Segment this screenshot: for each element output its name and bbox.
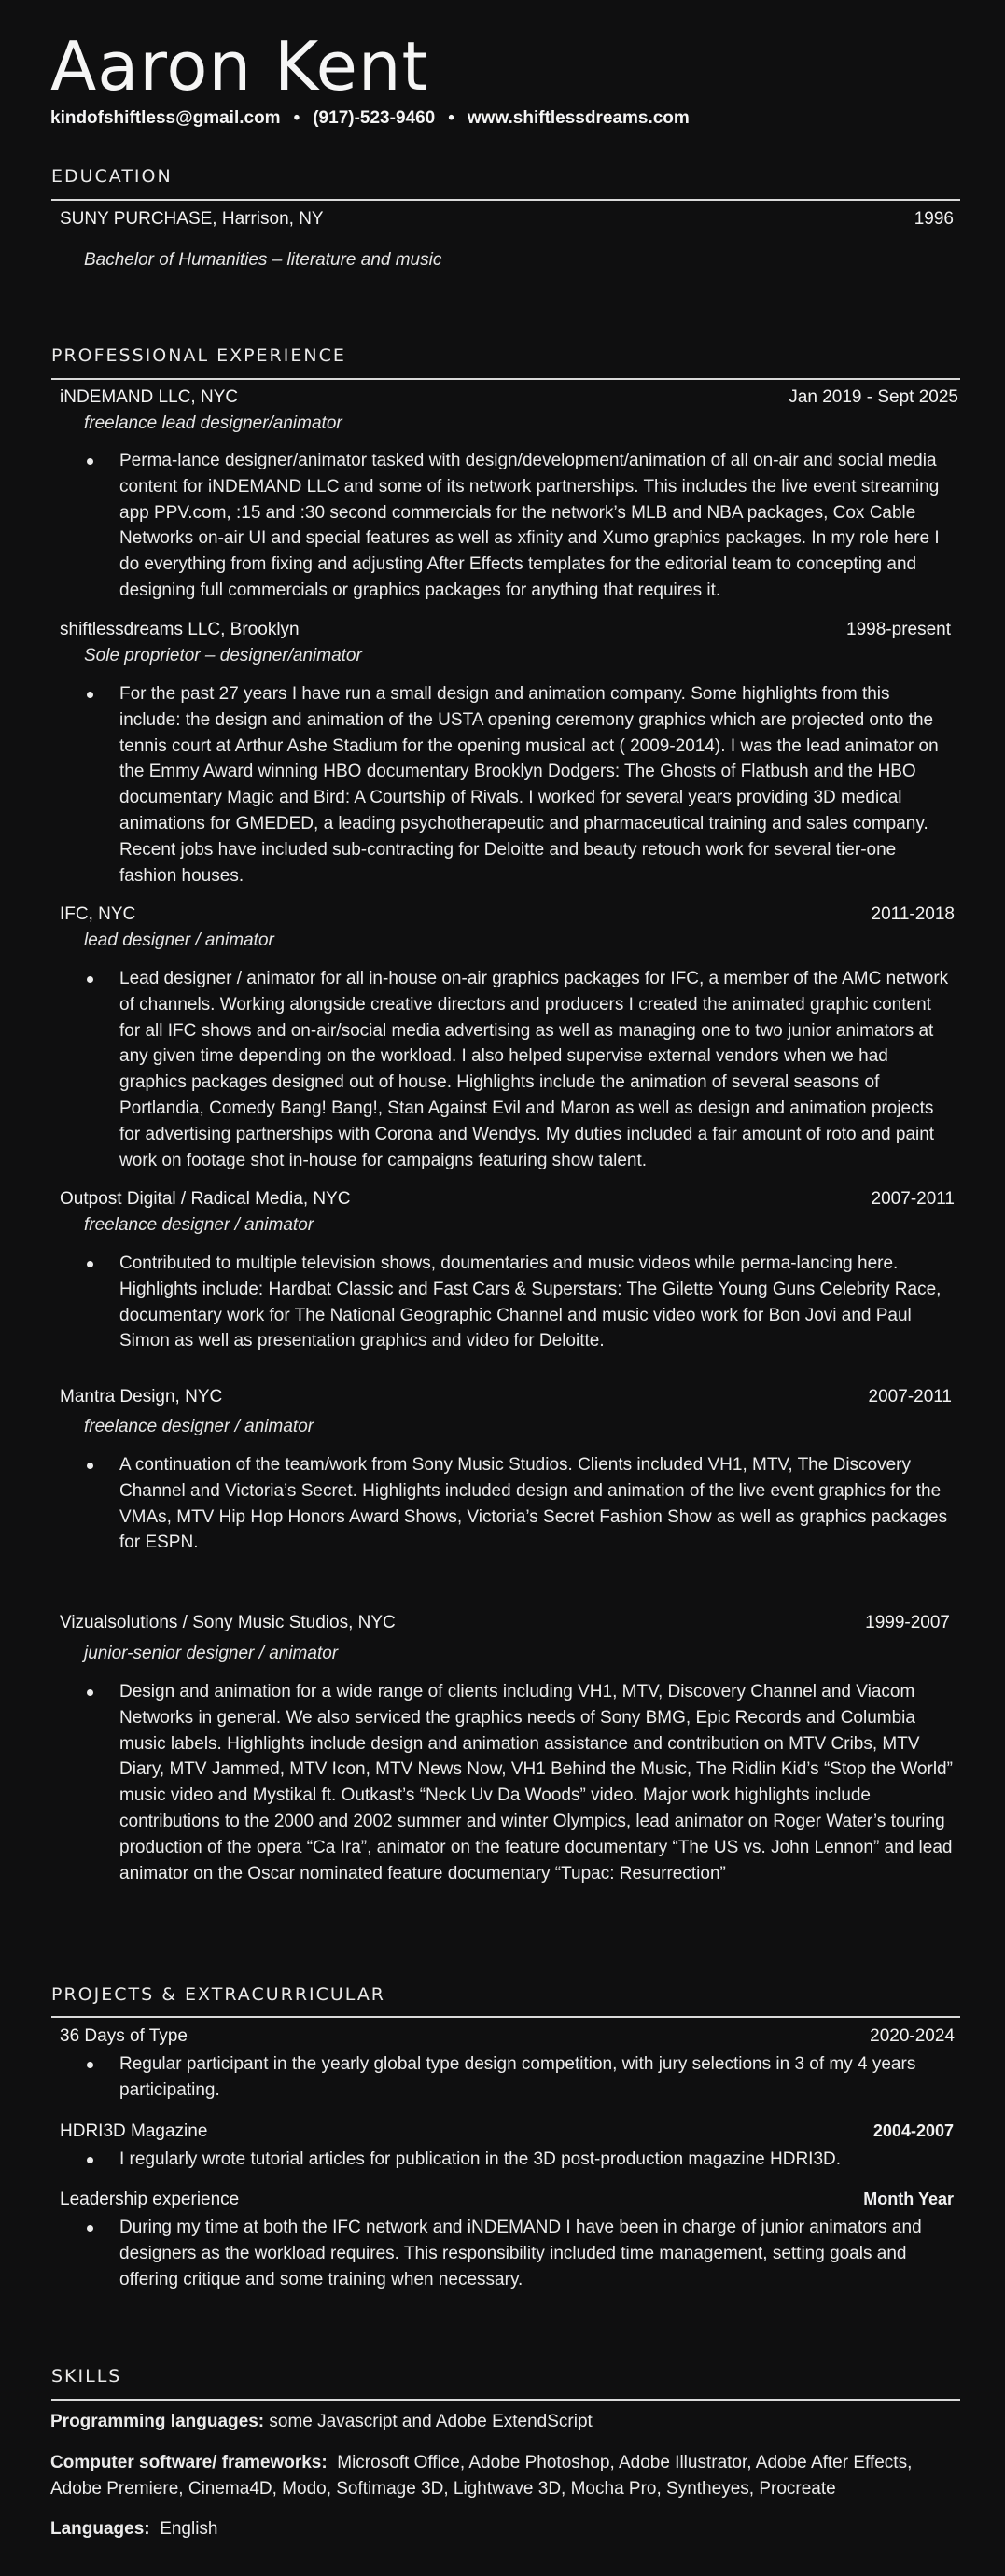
job-row — [60, 387, 958, 408]
degree: Bachelor of Humanities – literature and music — [84, 250, 442, 270]
job-row — [60, 1613, 950, 1633]
job-description: For the past 27 years I have run a small design and animation company. Some highlights from this include: the design and animation of the USTA opening ceremony graphics which are projected onto the tennis court at Arthur Ashe Stadium for the opening musical act ( 2009-2014). I was the lead animator on the Emmy Award winning HBO documentary Brooklyn Dodgers: The Ghosts of Flatbush and the HBO documentary Magic and Bird: A Courtship of Rivals. I worked for several years providing 3D medical animations for GMEDED, a leading psychotherapeutic and pharmaceutical training and sales company. Recent jobs have included sub-contracting for Deloitte and beauty retouch work for several tier-one fashion houses. — [119, 681, 956, 889]
job-row — [60, 1189, 955, 1210]
education-heading: EDUCATION — [51, 166, 173, 187]
section-divider — [51, 199, 960, 201]
project-dates: Month Year — [863, 2190, 954, 2208]
education-row — [60, 209, 954, 230]
projects-heading: PROJECTS & EXTRACURRICULAR — [51, 1984, 386, 2005]
candidate-name: Aaron Kent — [50, 27, 429, 105]
job-dates: Jan 2019 - Sept 2025 — [789, 387, 958, 407]
job-description: Design and animation for a wide range of clients including VH1, MTV, Discovery Channel and Viacom Networks in general. We also serviced the graphics needs of Sony BMG, Epic Records and Columbia music labels. Highlights include design and animation assistance and contribution on MTV Cribs, MTV Diary, MTV Jammed, MTV Icon, MTV News Now, VH1 Behind the Music, The Ridlin Kid’s “Stop the World” music video and Mystikal ft. Outkast’s “Neck Uv Da Woods” video. Major work highlights include contributions to the 2000 and 2002 summer and winter Olympics, lead animator on Roger Water’s touring production of the opera “Ca Ira”, animator on the feature documentary “The US vs. John Lennon” and lead animator on the Oscar nominated feature documentary “Tupac: Resurrection” — [119, 1679, 956, 1886]
job-description: A continuation of the team/work from Sony Music Studios. Clients included VH1, MTV, The Discovery Channel and Victoria’s Secret. Highlights included design and animation of the live event graphics for the VMAs, MTV Hip Hop Honors Award Shows, Victoria’s Secret Fashion Show as well as graphics packages for ESPN. — [119, 1452, 956, 1556]
job-role: freelance lead designer/animator — [84, 413, 342, 433]
skill-label: Languages: — [50, 2519, 150, 2539]
project-description: Regular participant in the yearly global type design competition, with jury selections in 3 of my 4 years participating. — [119, 2051, 956, 2104]
skill-value: some Javascript and Adobe ExtendScript — [269, 2412, 593, 2431]
job-employer: Vizualsolutions / Sony Music Studios, NYC — [60, 1613, 396, 1632]
job-dates: 2007-2011 — [871, 1189, 955, 1209]
job-description: Perma-lance designer/animator tasked with design/development/animation of all on-air and social media content for iNDEMAND LLC and some of its network partnerships. This includes the live event streaming app PPV.com, :15 and :30 second commercials for the network’s MLB and NBA packages, Cox Cable Networks on-air UI and special features as well as xfinity and Xumo graphics packages. In my role here I do everything from fixing and adjusting After Effects templates for the editorial team to concepting and designing full commercials or graphics packages for anything that requires it. — [119, 448, 956, 604]
project-row — [60, 2026, 955, 2047]
job-employer: Mantra Design, NYC — [60, 1387, 223, 1407]
job-role: freelance designer / animator — [84, 1417, 314, 1436]
school-name: SUNY PURCHASE, Harrison, NY — [60, 209, 324, 229]
skill-programming — [50, 2409, 965, 2435]
job-role: Sole proprietor – designer/animator — [84, 646, 362, 665]
job-dates: 2007-2011 — [868, 1387, 952, 1407]
job-employer: iNDEMAND LLC, NYC — [60, 387, 239, 407]
project-dates: 2020-2024 — [870, 2026, 955, 2046]
section-divider — [51, 2016, 960, 2018]
project-row — [60, 2190, 954, 2210]
skill-label: Computer software/ frameworks: — [50, 2453, 328, 2472]
job-role: junior-senior designer / animator — [84, 1644, 339, 1663]
project-description: I regularly wrote tutorial articles for publication in the 3D post-production magazine HDRI3D. — [119, 2147, 956, 2173]
project-description: During my time at both the IFC network and iNDEMAND I have been in charge of junior animators and designers as the workload requires. This responsibility included time management, setting goals and offering critique and some training when necessary. — [119, 2215, 956, 2292]
separator: • — [293, 108, 300, 128]
job-row — [60, 1387, 952, 1407]
skill-value: English — [160, 2519, 218, 2539]
job-employer: shiftlessdreams LLC, Brooklyn — [60, 620, 300, 639]
experience-heading: PROFESSIONAL EXPERIENCE — [51, 345, 346, 366]
skill-languages — [50, 2516, 965, 2542]
job-dates: 2011-2018 — [871, 904, 955, 924]
job-employer: IFC, NYC — [60, 904, 136, 924]
skill-value: Microsoft Office, Adobe Photoshop, Adobe Illustrator, Adobe After Effects, Adobe Premiere, Cinema4D, Modo, Softimage 3D, Lightwave 3D, Mocha Pro, Syntheyes, Procreate — [50, 2453, 913, 2499]
website-link[interactable]: www.shiftlessdreams.com — [467, 108, 690, 128]
job-dates: 1999-2007 — [865, 1613, 950, 1632]
project-title: Leadership experience — [60, 2190, 240, 2209]
section-divider — [51, 2399, 960, 2401]
skills-heading: SKILLS — [51, 2366, 122, 2387]
email-link[interactable]: kindofshiftless@gmail.com — [50, 108, 281, 128]
job-row — [60, 620, 951, 640]
job-description: Lead designer / animator for all in-house on-air graphics packages for IFC, a member of the AMC network of channels. Working alongside creative directors and producers I created the animated graphic content for all IFC shows and on-air/social media advertising as well as managing one to two junior animators at any given time depending on the workload. I also helped supervise external vendors when we had graphics packages designed out of house. Highlights include the animation of several seasons of Portlandia, Comedy Bang! Bang!, Stan Against Evil and Maron as well as design and animation projects for advertising partnerships with Corona and Wendys. My duties included a fair amount of roto and paint work on footage shot in-house for campaigns featuring show talent. — [119, 966, 956, 1173]
graduation-year: 1996 — [914, 209, 954, 229]
job-row — [60, 904, 955, 925]
job-dates: 1998-present — [846, 620, 951, 639]
project-row — [60, 2121, 954, 2142]
job-role: freelance designer / animator — [84, 1215, 314, 1235]
project-dates: 2004-2007 — [872, 2121, 954, 2140]
contact-line — [50, 108, 690, 129]
job-description: Contributed to multiple television shows, doumentaries and music videos while perma-lancing here. Highlights include: Hardbat Classic and Fast Cars & Superstars: The Gilette Young Guns Celebrity Race, documentary work for The National Geographic Channel and music video work for Bon Jovi and Paul Simon as well as presentation graphics and video for Deloitte. — [119, 1251, 956, 1354]
project-title: HDRI3D Magazine — [60, 2121, 208, 2141]
separator: • — [448, 108, 454, 128]
skill-software — [50, 2450, 946, 2502]
job-employer: Outpost Digital / Radical Media, NYC — [60, 1189, 351, 1209]
job-role: lead designer / animator — [84, 931, 274, 950]
phone-number: (917)-523-9460 — [313, 108, 436, 128]
skill-label: Programming languages: — [50, 2412, 265, 2431]
project-title: 36 Days of Type — [60, 2026, 188, 2046]
section-divider — [51, 378, 960, 380]
